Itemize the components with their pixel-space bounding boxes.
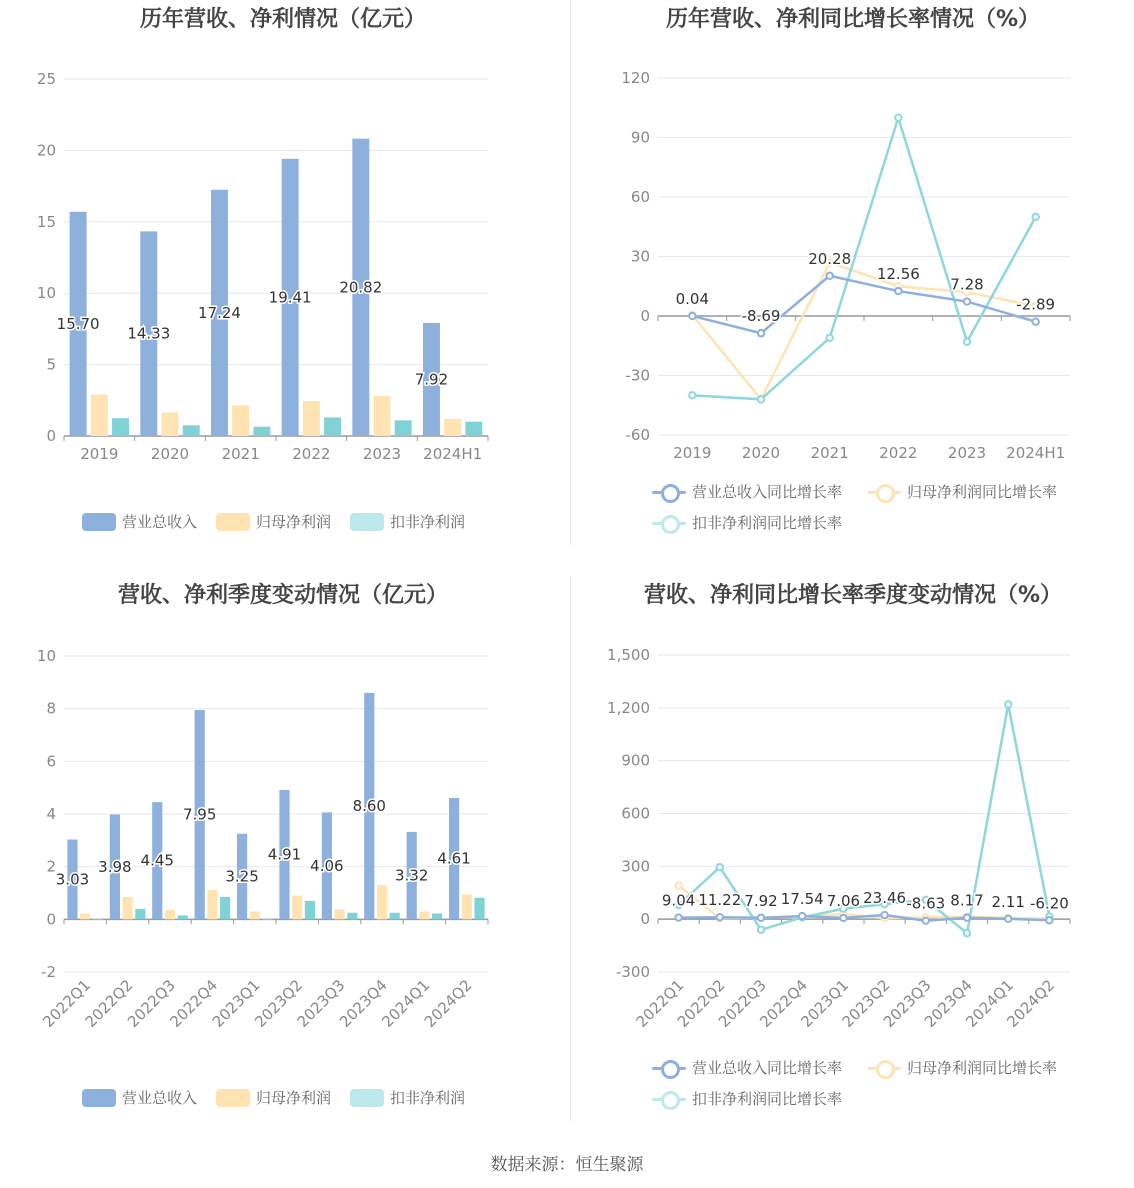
y-tick-label: 0 <box>640 910 650 929</box>
divider <box>570 576 571 1121</box>
bar-2 <box>390 913 400 920</box>
data-label: 4.45 <box>140 851 174 870</box>
legend-line-icon <box>652 1059 686 1077</box>
x-tick-label: 2022Q3 <box>124 976 179 1031</box>
series-point-0 <box>689 313 695 319</box>
legend-line-icon <box>867 1059 901 1077</box>
series-point-0 <box>675 914 681 920</box>
x-tick-label: 2024Q2 <box>420 976 476 1031</box>
y-tick-label: 60 <box>630 188 650 206</box>
data-label: 3.03 <box>55 870 90 889</box>
data-label: 7.06 <box>826 891 861 910</box>
data-label: 20.28 <box>808 249 852 268</box>
y-tick-label: 0 <box>640 307 650 325</box>
data-label: 3.32 <box>394 866 429 885</box>
y-tick-label: 1,200 <box>607 698 650 717</box>
data-label: -8.63 <box>906 894 946 913</box>
series-point-0 <box>1032 319 1038 325</box>
data-label: 2.11 <box>991 892 1025 911</box>
legend-swatch <box>82 1089 116 1107</box>
legend-line-icon <box>652 483 686 501</box>
x-tick-label: 2024Q2 <box>1003 976 1059 1031</box>
data-label: -2.89 <box>1016 295 1056 314</box>
legend-item-revenue[interactable] <box>82 1087 197 1108</box>
y-tick-label: 900 <box>621 751 650 770</box>
x-tick-label: 2022Q2 <box>81 976 137 1031</box>
bar-1 <box>207 890 217 919</box>
legend-item-deducted-profit[interactable] <box>350 511 465 532</box>
bar-1 <box>123 897 133 919</box>
y-tick-label: 25 <box>36 70 56 88</box>
bar-2 <box>183 425 200 436</box>
legend-swatch <box>350 1089 384 1107</box>
bar-2 <box>112 418 129 436</box>
bar-1 <box>80 914 90 920</box>
bar-1 <box>419 911 429 919</box>
data-label: 20.82 <box>339 278 383 297</box>
y-tick-label: 1,500 <box>607 646 650 664</box>
data-label: 23.46 <box>863 889 907 908</box>
series-point-0 <box>799 913 805 919</box>
legend-label: 扣非净利润同比增长率 <box>692 514 843 532</box>
x-tick-label: 2023Q3 <box>879 976 935 1031</box>
y-tick-label: 6 <box>46 752 56 771</box>
legend-label: 营业总收入 <box>122 1089 198 1107</box>
legend-label: 归母净利润同比增长率 <box>907 483 1058 501</box>
legend-swatch <box>82 513 116 531</box>
x-tick-label: 2022Q2 <box>673 976 729 1031</box>
bar-1 <box>232 405 249 436</box>
x-tick-label: 2023Q3 <box>293 976 349 1031</box>
quarterly-revenue-profit-chart <box>0 576 566 1121</box>
series-point-0 <box>895 288 901 294</box>
bar-2 <box>220 897 230 919</box>
y-tick-label: 5 <box>46 355 56 374</box>
bar-2 <box>305 901 315 919</box>
legend-label: 营业总收入同比增长率 <box>692 1059 843 1077</box>
y-tick-label: 2 <box>46 857 56 876</box>
legend-item-revenue[interactable] <box>82 511 197 532</box>
legend-label: 扣非净利润 <box>390 513 466 531</box>
y-tick-label: 15 <box>36 212 56 231</box>
series-point-0 <box>923 917 929 923</box>
series-point-0 <box>758 330 764 336</box>
x-tick-label: 2021 <box>221 445 260 463</box>
legend-swatch <box>350 513 384 531</box>
y-tick-label: 300 <box>621 857 650 876</box>
series-point-0 <box>1005 916 1011 922</box>
y-tick-label: 90 <box>630 128 650 147</box>
y-tick-label: -30 <box>625 366 650 385</box>
y-tick-label: 8 <box>46 699 56 718</box>
quarterly-growth-chart <box>572 576 1134 1121</box>
x-tick-label: 2024H1 <box>1006 444 1066 462</box>
x-tick-label: 2023Q2 <box>251 976 307 1031</box>
x-tick-label: 2022 <box>879 444 918 462</box>
x-tick-label: 2022Q3 <box>715 976 770 1031</box>
data-label: 15.70 <box>56 314 100 333</box>
legend-item-net-profit-growth[interactable] <box>867 481 1057 502</box>
legend-item-deducted-growth[interactable] <box>652 1088 842 1109</box>
y-tick-label: 120 <box>621 69 650 87</box>
bar-2 <box>135 909 145 920</box>
series-point-0 <box>840 915 846 921</box>
legend-item-net-profit-growth[interactable] <box>867 1057 1057 1078</box>
legend-line-icon <box>652 1090 686 1108</box>
series-point-0 <box>758 915 764 921</box>
x-tick-label: 2024H1 <box>423 445 483 463</box>
series-point-2 <box>964 930 970 936</box>
y-tick-label: 10 <box>36 284 56 303</box>
series-point-0 <box>826 273 832 279</box>
legend-item-deducted-growth[interactable] <box>652 512 842 533</box>
data-label: 3.25 <box>225 867 259 886</box>
x-tick-label: 2022Q4 <box>166 976 222 1031</box>
data-label: 4.91 <box>267 845 302 864</box>
legend-label: 扣非净利润 <box>390 1089 466 1107</box>
series-point-2 <box>758 396 764 402</box>
legend-label: 营业总收入同比增长率 <box>692 483 843 501</box>
x-tick-label: 2024Q1 <box>962 976 1018 1031</box>
legend-item-net-profit[interactable] <box>216 1087 331 1108</box>
x-tick-label: 2023Q2 <box>838 976 894 1031</box>
bar-1 <box>335 909 345 919</box>
y-tick-label: 10 <box>36 647 56 665</box>
x-tick-label: 2019 <box>80 445 119 463</box>
x-tick-label: 2023 <box>947 444 987 462</box>
x-tick-label: 2022Q1 <box>632 976 688 1031</box>
series-point-2 <box>1032 214 1038 220</box>
y-tick-label: 20 <box>36 141 56 160</box>
data-label: -8.69 <box>741 307 781 326</box>
bar-2 <box>474 898 484 920</box>
bar-1 <box>374 396 391 436</box>
y-tick-label: 4 <box>46 805 56 823</box>
bar-1 <box>292 896 302 920</box>
data-label: 4.06 <box>310 856 344 875</box>
quarter-bar-svg <box>0 576 566 1121</box>
x-tick-label: 2022Q1 <box>39 976 95 1031</box>
series-point-0 <box>1046 917 1052 923</box>
y-tick-label: -2 <box>41 963 56 981</box>
bar-2 <box>253 427 270 436</box>
series-point-0 <box>881 912 887 918</box>
data-label: 7.95 <box>182 805 217 824</box>
x-tick-label: 2019 <box>673 444 712 462</box>
quarter-line-svg <box>572 576 1134 1121</box>
legend-label: 营业总收入 <box>122 513 198 531</box>
data-label: 7.92 <box>744 891 778 910</box>
bar-1 <box>165 910 175 919</box>
series-line-2 <box>692 118 1035 400</box>
bar-1 <box>377 885 387 919</box>
data-label: 8.60 <box>352 797 386 816</box>
legend-item-revenue-growth[interactable] <box>652 481 842 502</box>
x-tick-label: 2023Q1 <box>797 976 853 1031</box>
bar-2 <box>324 417 341 436</box>
data-label: 11.22 <box>698 891 742 910</box>
data-label: 4.61 <box>437 849 471 868</box>
bar-1 <box>250 911 260 919</box>
y-tick-label: -60 <box>625 426 650 444</box>
chart-title: 历年营收、净利同比增长率情况（%） <box>665 7 1041 32</box>
series-point-2 <box>826 335 832 341</box>
divider <box>570 0 571 545</box>
series-point-2 <box>689 392 695 398</box>
legend-label: 归母净利润 <box>256 1089 332 1107</box>
x-tick-label: 2022 <box>292 445 331 463</box>
legend-item-net-profit[interactable] <box>216 511 331 532</box>
x-tick-label: 2024Q1 <box>378 976 434 1031</box>
x-tick-label: 2020 <box>741 444 781 462</box>
chart-title: 营收、净利同比增长率季度变动情况（%） <box>643 583 1063 608</box>
series-point-0 <box>964 915 970 921</box>
data-label: 14.33 <box>127 324 171 343</box>
x-tick-label: 2023Q1 <box>208 976 264 1031</box>
data-label: 3.98 <box>98 857 132 876</box>
y-tick-label: 600 <box>621 804 650 823</box>
legend-item-deducted-profit[interactable] <box>350 1087 465 1108</box>
y-tick-label: -300 <box>615 963 650 981</box>
data-label: 8.17 <box>950 891 984 910</box>
series-point-2 <box>758 927 764 933</box>
y-tick-label: 0 <box>46 427 56 445</box>
annual-line-svg <box>572 0 1134 545</box>
data-label: 12.56 <box>876 265 920 284</box>
y-tick-label: 0 <box>46 910 56 929</box>
bar-1 <box>303 401 320 436</box>
x-tick-label: 2020 <box>150 445 190 463</box>
series-point-0 <box>964 298 970 304</box>
y-tick-label: 30 <box>630 247 650 266</box>
x-tick-label: 2023Q4 <box>336 976 391 1031</box>
chart-title: 营收、净利季度变动情况（亿元） <box>117 583 448 608</box>
legend-swatch <box>216 1089 250 1107</box>
series-point-2 <box>1005 701 1011 707</box>
data-label: 7.92 <box>414 370 449 389</box>
annual-bar-svg <box>0 0 566 545</box>
bar-2 <box>347 913 357 920</box>
bar-1 <box>162 412 179 436</box>
x-tick-label: 2021 <box>810 444 849 462</box>
legend-label: 扣非净利润同比增长率 <box>692 1090 843 1108</box>
data-label: 7.28 <box>950 275 984 294</box>
bar-1 <box>444 419 461 436</box>
series-point-1 <box>675 883 681 889</box>
bar-2 <box>395 420 412 436</box>
series-point-2 <box>964 339 970 345</box>
legend-swatch <box>216 513 250 531</box>
data-label: 0.04 <box>675 289 710 308</box>
data-label: 17.24 <box>197 303 241 322</box>
bar-1 <box>462 894 472 919</box>
legend-line-icon <box>867 483 901 501</box>
bar-2 <box>178 915 188 919</box>
series-point-2 <box>895 114 901 120</box>
bar-2 <box>93 919 103 920</box>
bar-2 <box>432 914 442 920</box>
annual-growth-chart <box>572 0 1134 545</box>
bar-1 <box>91 395 108 436</box>
series-point-2 <box>717 864 723 870</box>
data-source: 数据来源：恒生聚源 <box>490 1155 644 1175</box>
x-tick-label: 2022Q4 <box>756 976 812 1031</box>
data-label: -6.20 <box>1029 894 1069 913</box>
legend-label: 归母净利润同比增长率 <box>907 1059 1058 1077</box>
annual-revenue-profit-chart <box>0 0 566 545</box>
x-tick-label: 2023Q4 <box>921 976 976 1031</box>
legend-item-revenue-growth[interactable] <box>652 1057 842 1078</box>
data-label: 17.54 <box>780 890 824 909</box>
chart-title: 历年营收、净利情况（亿元） <box>139 7 426 32</box>
series-point-0 <box>717 914 723 920</box>
data-label: 9.04 <box>661 891 696 910</box>
bar-2 <box>465 422 482 436</box>
legend-line-icon <box>652 514 686 532</box>
bar-2 <box>262 919 272 920</box>
data-label: 19.41 <box>268 288 312 307</box>
legend-label: 归母净利润 <box>256 513 332 531</box>
x-tick-label: 2023 <box>362 445 402 463</box>
